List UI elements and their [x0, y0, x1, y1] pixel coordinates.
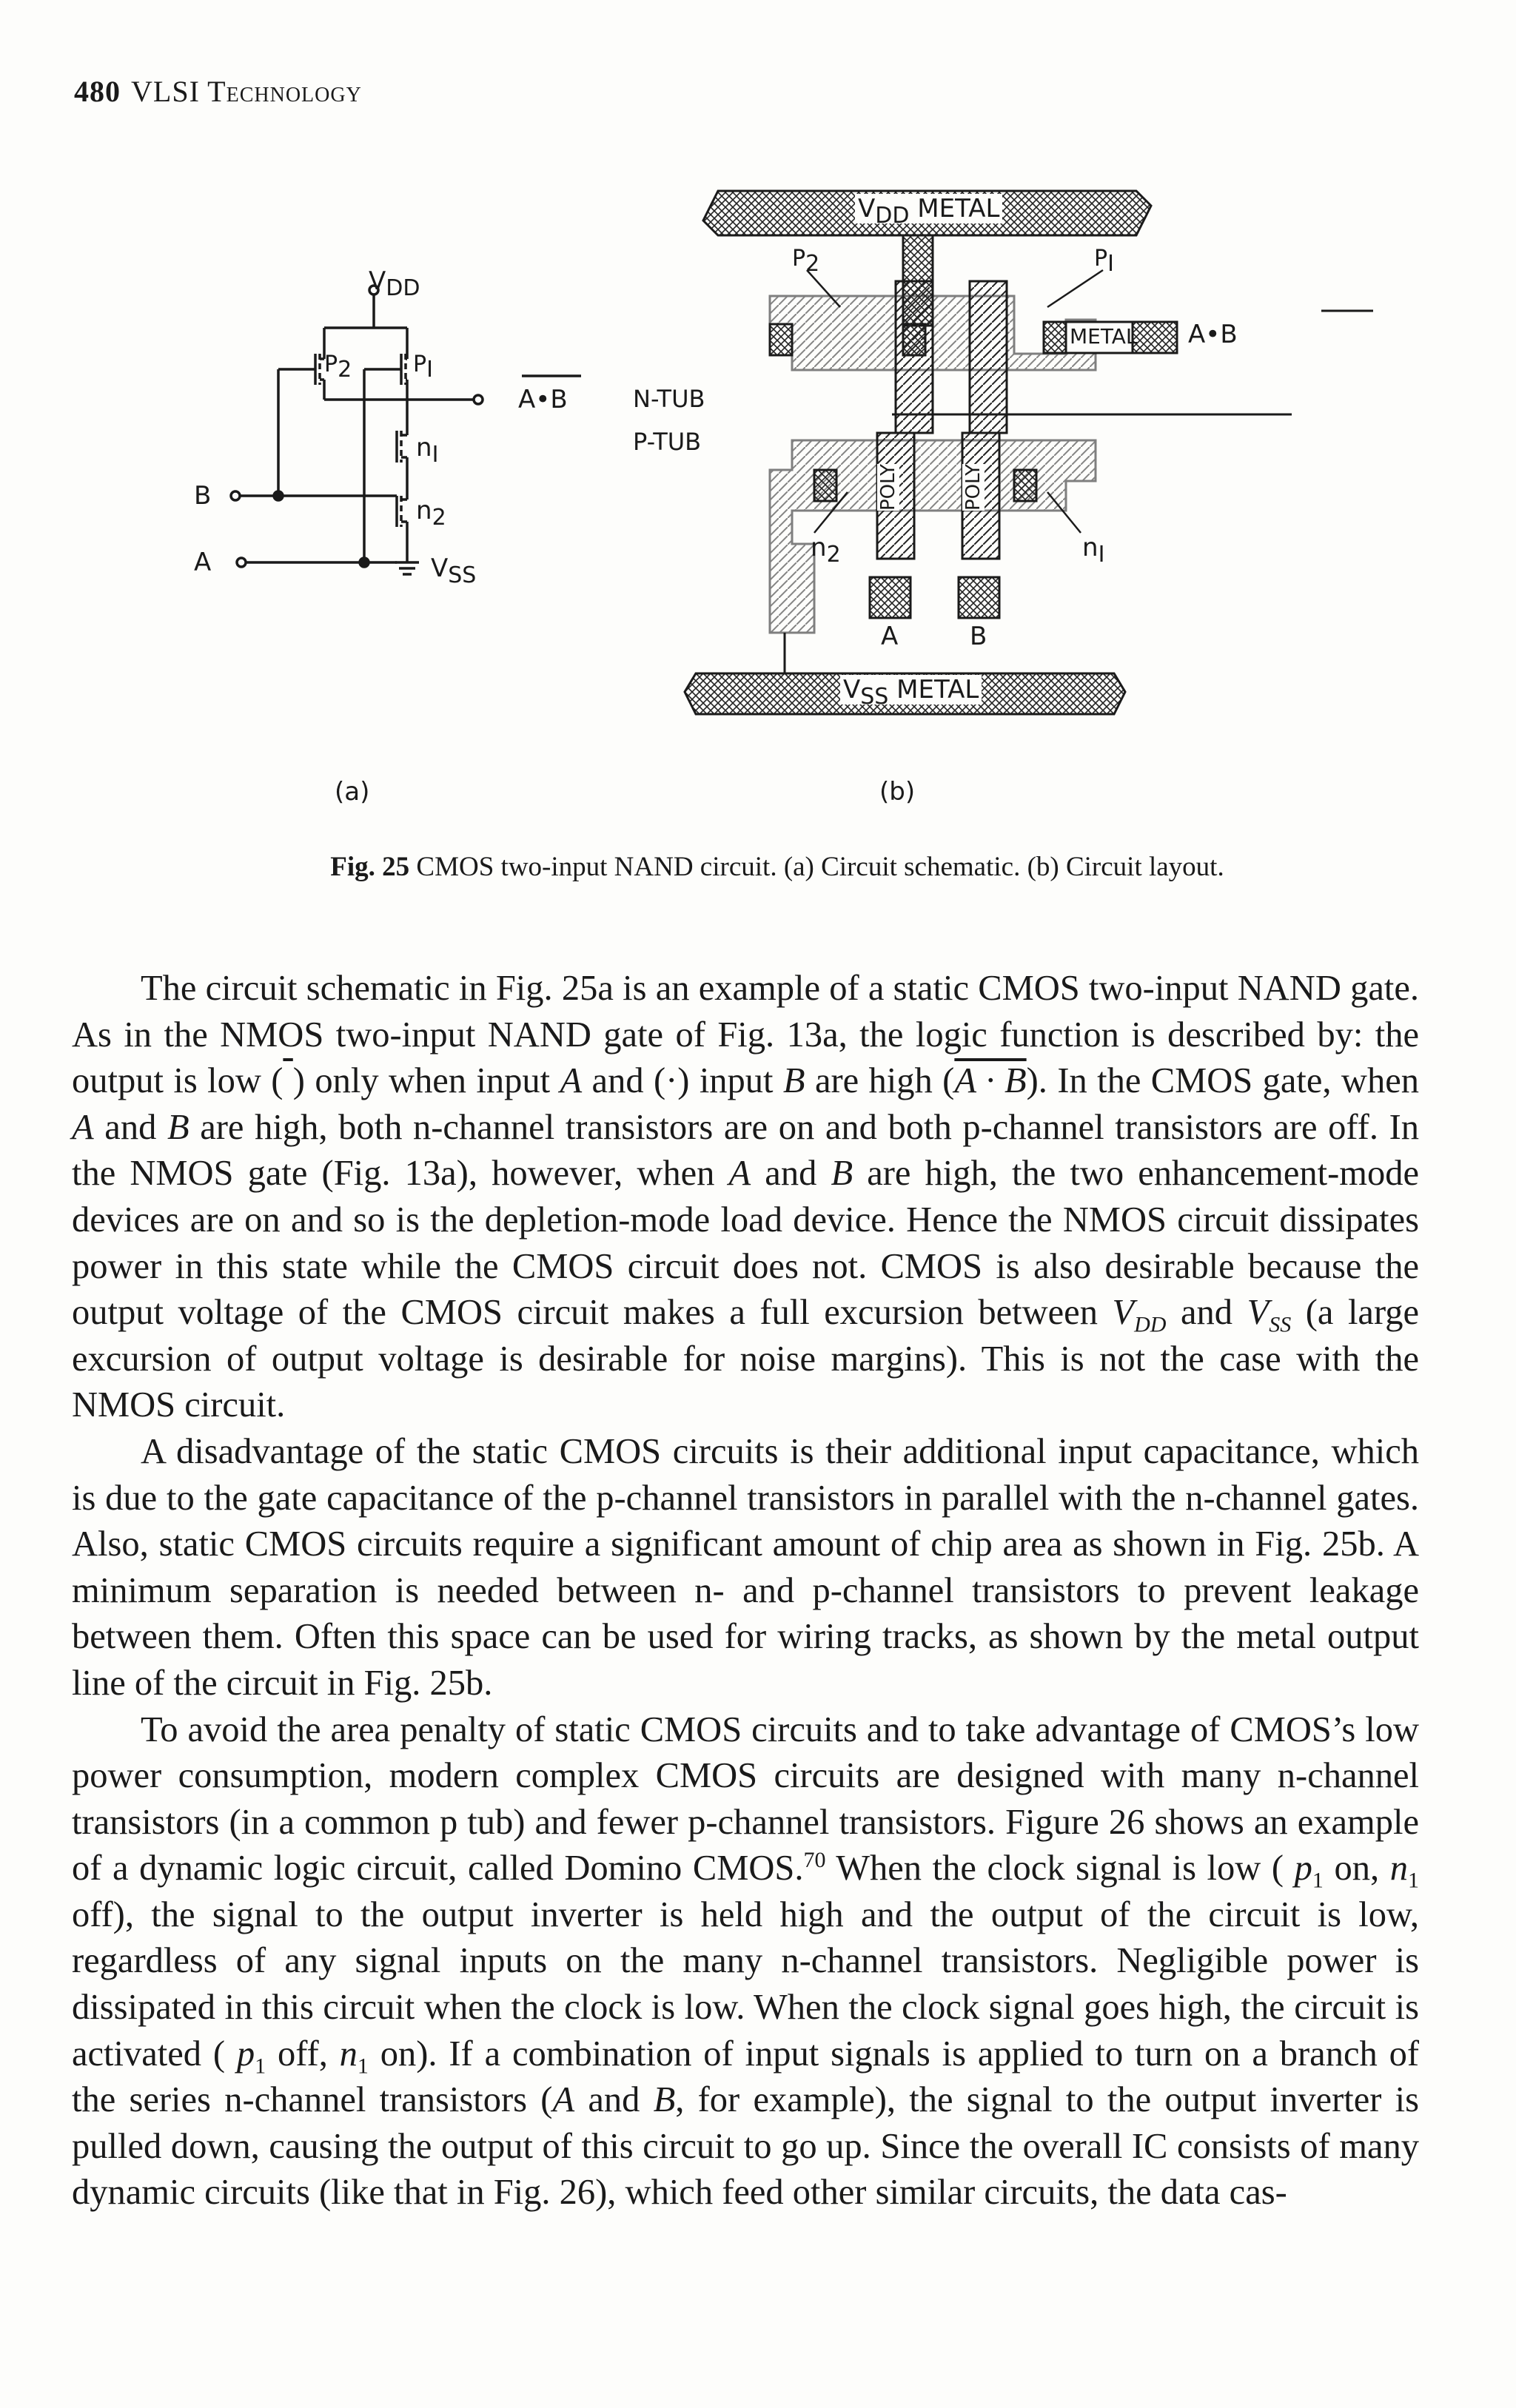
paragraph-1: The circuit schematic in Fig. 25a is an example of a static CMOS two-input NAND gate. As in the NMOS two-input NAND gate of Fig. 13a, the logic function is described by: the output is low ( ) only when input A and (·) input B are high (A · B). In the CMOS gate, when A and B are high, both n-channel transistors are on and both p-channel transistors are off. In the NMOS gate (Fig. 13a), however, when A and B are high, the two enhancement-mode devices are on and so is the depletion-mode load device. Hence the NMOS circuit dissipates power in this state while the CMOS circuit does not. CMOS is also desirable because the output voltage of the CMOS circuit makes a full excursion between $V_{DD}$ and $V_{SS}$ (a large excursion of output voltage is desirable for noise margins). This is not the case with the NMOS circuit.	[72, 969, 1419, 1425]
layout-geometry	[685, 191, 1373, 714]
poly-right-label: POLY	[962, 463, 985, 511]
schematic-p2-label: $P_2$	[324, 352, 352, 383]
figure-caption: Fig. 25 CMOS two-input NAND circuit. (a) Circuit schematic. (b) Circuit layout.	[330, 852, 1224, 882]
schematic-input-b-label: B	[194, 481, 212, 511]
layout-p1-label: $P_I$	[1094, 246, 1114, 277]
paragraph-2: A disadvantage of the static CMOS circuits is their additional input capacitance, which is due to the gate capacitance of the p-channel transistors in parallel with the n-channel gates. Also, static CMOS circuits require a significant amount of chip area as shown in Fig. 25b. A minimum separation is needed between n- and p-channel transistors to prevent leakage between them. Often this space can be used for wiring tracks, as shown by the metal output line of the circuit in Fig. 25b.	[72, 1431, 1419, 1703]
vdd-metal-label: $V_{DD}$ METAL	[855, 194, 1002, 223]
layout-output-label: A•B	[1188, 320, 1238, 349]
schematic-vss-label: $V_{SS}$	[431, 554, 477, 588]
schematic-p1-label: $P_I$	[413, 352, 433, 383]
schematic-n2-label: $n_2$	[416, 496, 446, 531]
body-text	[72, 966, 1419, 2216]
page-number: 480	[74, 75, 121, 108]
panel-a-label: (a)	[335, 777, 370, 807]
figure-drawing	[148, 163, 1406, 829]
schematic-n1-label: $n_I$	[416, 433, 439, 468]
n-tub-label: N-TUB	[633, 385, 705, 413]
layout-p2-label: $P_2$	[792, 246, 820, 277]
vss-metal-label: $V_{SS}$ METAL	[840, 675, 982, 704]
running-head	[74, 74, 362, 109]
layout-input-b-label: B	[970, 622, 987, 651]
layout-n2-label: $n_2$	[811, 533, 841, 568]
panel-b-label: (b)	[879, 777, 916, 807]
schematic-output-label: A•B	[518, 385, 568, 414]
layout-input-a-label: A	[881, 622, 899, 651]
poly-left-label: POLY	[877, 463, 899, 511]
paragraph-3: To avoid the area penalty of static CMOS circuits and to take advantage of CMOS’s low power consumption, modern complex CMOS circuits are designed with many n-channel transistors (in a common p tub) and fewer p-channel transistors. Figure 26 shows an example of a dynamic logic circuit, called Domino CMOS.$^{70}$ When the clock signal is low ( $p_1$ on, $n_1$ off), the signal to the output inverter is held high and the output of the circuit is low, regardless of any signal inputs on the many n-channel transistors. Negligible power is dissipated in this circuit when the clock is low. When the clock signal goes high, the circuit is activated ( $p_1$ off, $n_1$ on). If a combination of input signals is applied to turn on a branch of the series n-channel transistors (A and B, for example), the signal to the output inverter is pulled down, causing the output of this circuit to go up. Since the overall IC consists of many dynamic circuits (like that in Fig. 26), which feed other similar circuits, the data cas-	[72, 1709, 1420, 2213]
schematic-input-a-label: A	[194, 548, 212, 577]
p-tub-label: P-TUB	[633, 428, 702, 456]
schematic-wires	[231, 286, 581, 574]
layout-metal-label: METAL	[1070, 324, 1138, 349]
running-title: VLSI Technology	[131, 75, 362, 108]
layout-n1-label: $n_I$	[1082, 533, 1105, 568]
figure-25	[148, 163, 1406, 882]
schematic-vdd-label: $V_{DD}$	[369, 266, 420, 301]
